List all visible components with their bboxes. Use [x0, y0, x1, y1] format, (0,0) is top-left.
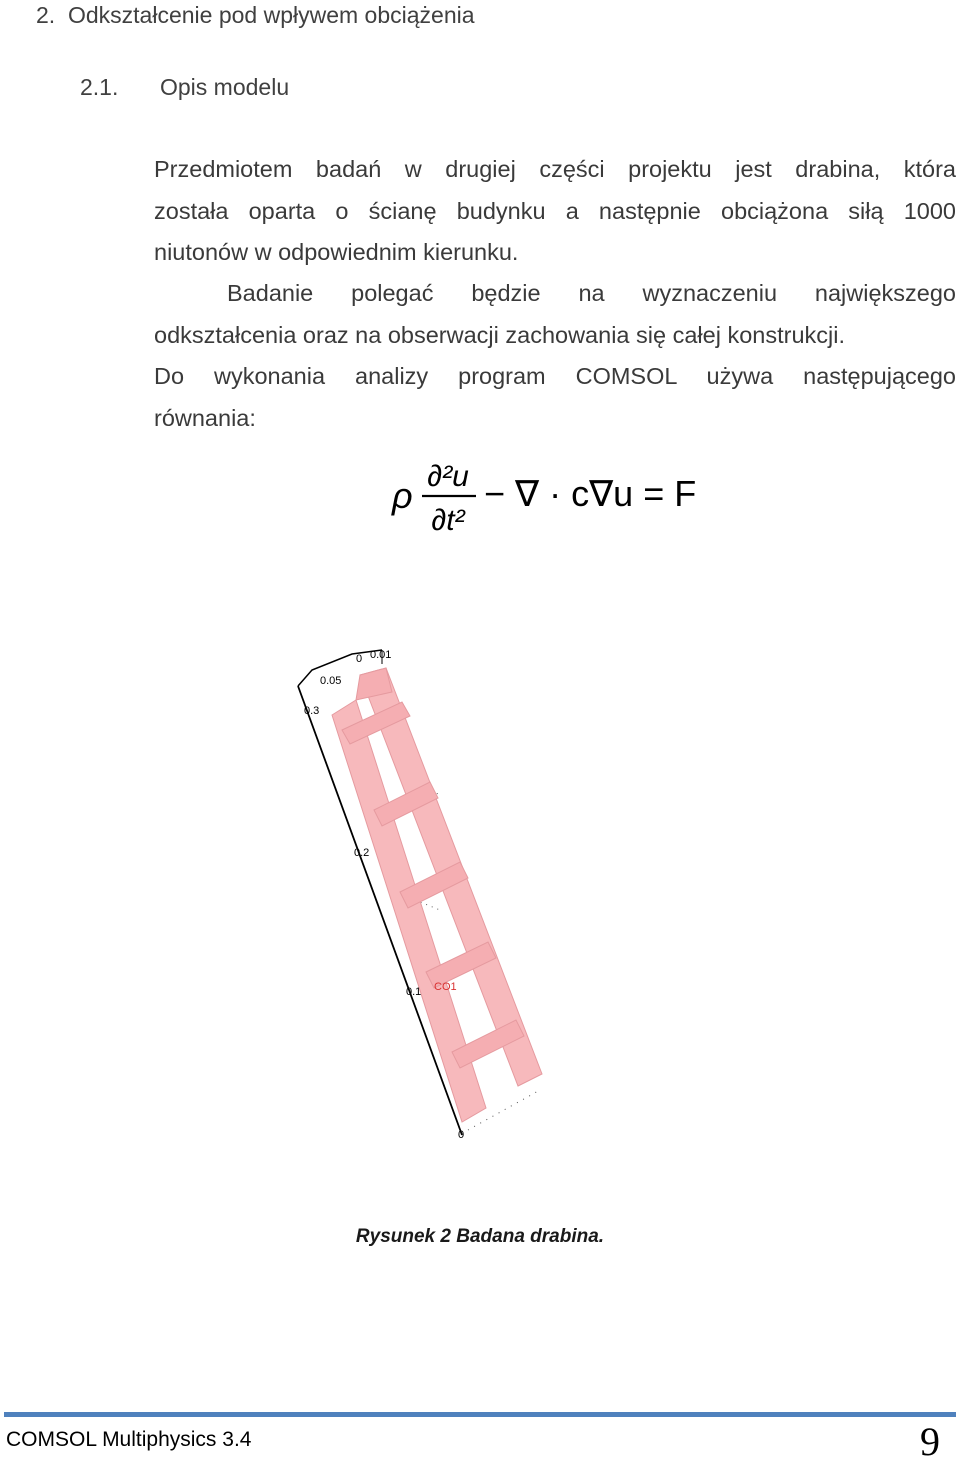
text-line: została oparta o ścianę budynku a następnie obciążona siłą 1000: [154, 197, 956, 224]
ladder-figure: [290, 630, 560, 1150]
ladder-body: [332, 668, 542, 1122]
subsection-number: 2.1.: [80, 74, 119, 100]
dimension-label: 0.2: [354, 847, 370, 859]
equation-numerator: ∂²u: [427, 460, 469, 493]
dimension-label: 0.1: [406, 986, 422, 998]
figure-caption: Rysunek 2 Badana drabina.: [355, 1226, 605, 1247]
paragraph-analysis: [154, 356, 956, 439]
dimension-label: 0.01: [370, 649, 392, 661]
page-number: 9: [920, 1419, 940, 1464]
paragraph-research: [154, 273, 956, 356]
text-line: niutonów w odpowiednim kierunku.: [154, 239, 519, 265]
dimension-label: 0.3: [304, 705, 320, 717]
subsection-title: Opis modelu: [160, 74, 290, 100]
equation-operator-expression: − ∇ · c∇u = F: [484, 473, 697, 514]
equation: [388, 450, 718, 540]
co1-label: CO1: [434, 981, 457, 993]
section-heading: [36, 0, 475, 30]
equation-denominator: ∂t²: [431, 504, 465, 537]
text-line: odkształcenia oraz na obserwacji zachowania się całej konstrukcji.: [154, 321, 845, 348]
text-line: Do wykonania analizy program COMSOL używa następującego: [154, 363, 956, 389]
footer-rule: [4, 1412, 956, 1417]
dimension-label: 0: [458, 1129, 465, 1141]
paragraph-intro: [154, 149, 956, 274]
text-line: równania:: [154, 404, 256, 431]
text-line: Badanie polegać będzie na wyznaczeniu największego: [227, 280, 956, 306]
dimension-label: 0.05: [320, 675, 342, 687]
section-title: Odkształcenie pod wpływem obciążenia: [67, 2, 475, 28]
footer-title: COMSOL Multiphysics 3.4: [6, 1428, 252, 1451]
section-number: 2.: [36, 2, 56, 28]
text-line: Przedmiotem badań w drugiej części projektu jest drabina, która: [154, 156, 956, 182]
frame-left-edge: [298, 686, 462, 1135]
dimension-label: 0: [356, 653, 363, 665]
equation-rho: ρ: [392, 475, 413, 516]
